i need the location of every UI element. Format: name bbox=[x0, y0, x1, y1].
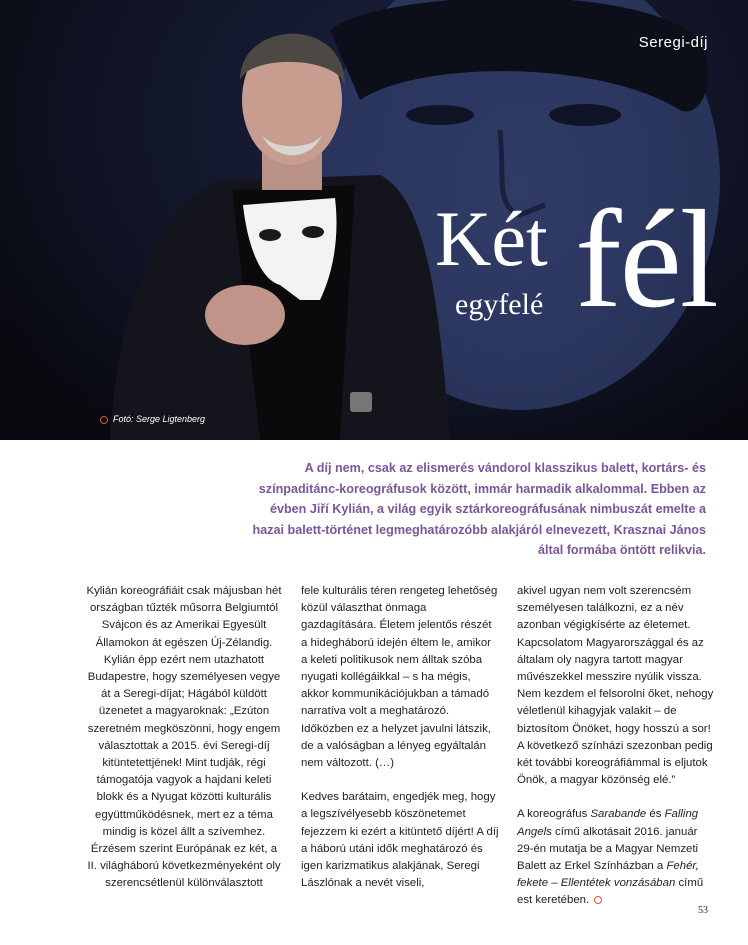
photo-credit-text: Fotó: Serge Ligtenberg bbox=[113, 414, 206, 424]
title-word-fel: fél bbox=[575, 182, 717, 337]
text-run: és bbox=[646, 808, 665, 821]
wristwatch bbox=[350, 392, 372, 412]
text-run: című est keretében. bbox=[517, 877, 704, 907]
column-3-paragraph-2 bbox=[517, 806, 715, 909]
article-column-2 bbox=[301, 583, 499, 893]
background-portrait-right-eye bbox=[549, 104, 621, 126]
work-title-falling-angels: Falling Angels bbox=[517, 808, 699, 838]
title-subtitle: egyfelé bbox=[455, 288, 544, 321]
article-column-3 bbox=[517, 583, 715, 907]
column-3-paragraph-1: akivel ugyan nem volt szerencsém személyesen találkozni, ez a név azonban végigkísérte az életemet. Kapcsolatom Magyarországgal és az általam oly nagyra tartott magyar művészekkel messzire nyúlik vissza. Nem kezdem el felsorolni őket, nehogy véletlenül kihagyjak valakit – de biztosítom Önöket, hogy hosszú a sor! A következő színházi szezonban pedig két további koreográfiámmal is eljutok Önök, a magyar közönség elé.” bbox=[517, 585, 714, 787]
man-hand bbox=[205, 285, 285, 345]
article-column-1 bbox=[85, 583, 283, 893]
end-of-article-icon bbox=[594, 896, 602, 904]
column-2-paragraph-1: fele kulturális téren rengeteg lehetőség közül választhat önmaga gazdagítására. Életem jelentős részét a hidegháború idején éltem le, amikor a keleti politikusok nem álltak szóba nyugati kollégáikkal – s ha mégis, akkor kommunikációjukban a támadó narratíva volt a meghatározó. Időközben ez a helyzet javulni látszik, de a valóságban a lényeg egyáltalán nem változott. (…) bbox=[301, 585, 498, 770]
credit-circle-icon bbox=[100, 416, 108, 424]
mask-right-eye bbox=[302, 226, 324, 238]
section-label: Seregi-díj bbox=[638, 34, 708, 51]
article-body bbox=[85, 583, 715, 907]
photo-credit bbox=[100, 414, 205, 424]
lead-paragraph: A díj nem, csak az elismerés vándorol klasszikus balett, kortárs- és színpaditánc-koreográfusok között, immár harmadik alkalommal. Ebben az évben Jiří Kylián, a világ egyik sztárkoreográfusának nimbuszát emelte a hazai balett-történet legmeghatározóbb alakjáról elnevezett, Krasznai János által formába öntött relikvia. bbox=[252, 461, 706, 557]
text-run: című alkotásait 2016. január 29-én mutatja be a Magyar Nemzeti Balett az Erkel Színházban a bbox=[517, 825, 699, 873]
title-word-ket: Két bbox=[435, 195, 548, 282]
hero-photo bbox=[0, 0, 748, 440]
work-title-sarabande: Sarabande bbox=[590, 808, 647, 821]
mask-left-eye bbox=[259, 229, 281, 241]
show-title: Fehér, fekete – Ellentétek vonzásában bbox=[517, 860, 699, 890]
page-number: 53 bbox=[698, 905, 708, 916]
column-2-paragraph-2: Kedves barátaim, engedjék meg, hogy a legszívélyesebb köszönetemet fejezzem ki ezért a kitüntető díjért! A díj a háború utáni idők meghatározó és igen karizmatikus alakjának, Seregi Lászlónak a nevét viseli, bbox=[301, 791, 499, 890]
text-run: A koreográfus bbox=[517, 808, 591, 821]
background-portrait-left-eye bbox=[406, 105, 474, 125]
column-1-paragraph-1: Kylián koreográfiáit csak májusban hét országban tűzték műsorra Belgiumtól Svájcon és az Amerikai Egyesült Államokon át egészen Új-Zélandig. Kylián épp ezért nem utazhatott Budapestre, hogy személyesen vegye át a Seregi-díjat; Hágából küldött üzenetet a magyaroknak: „Ezúton szeretném megköszönni, hogy engem választottak a 2015. évi Seregi-díj kitüntetettjének! Mint tudják, régi támogatója vagyok a hajdani keleti blokk és a Nyugat közötti kulturális együttműködésnek, mert ez a téma mindig is közel állt a szívemhez. Érzésem szerint Európának ez két, a II. világháború következményeként oly szerencsétlenül különválasztott bbox=[86, 585, 282, 890]
